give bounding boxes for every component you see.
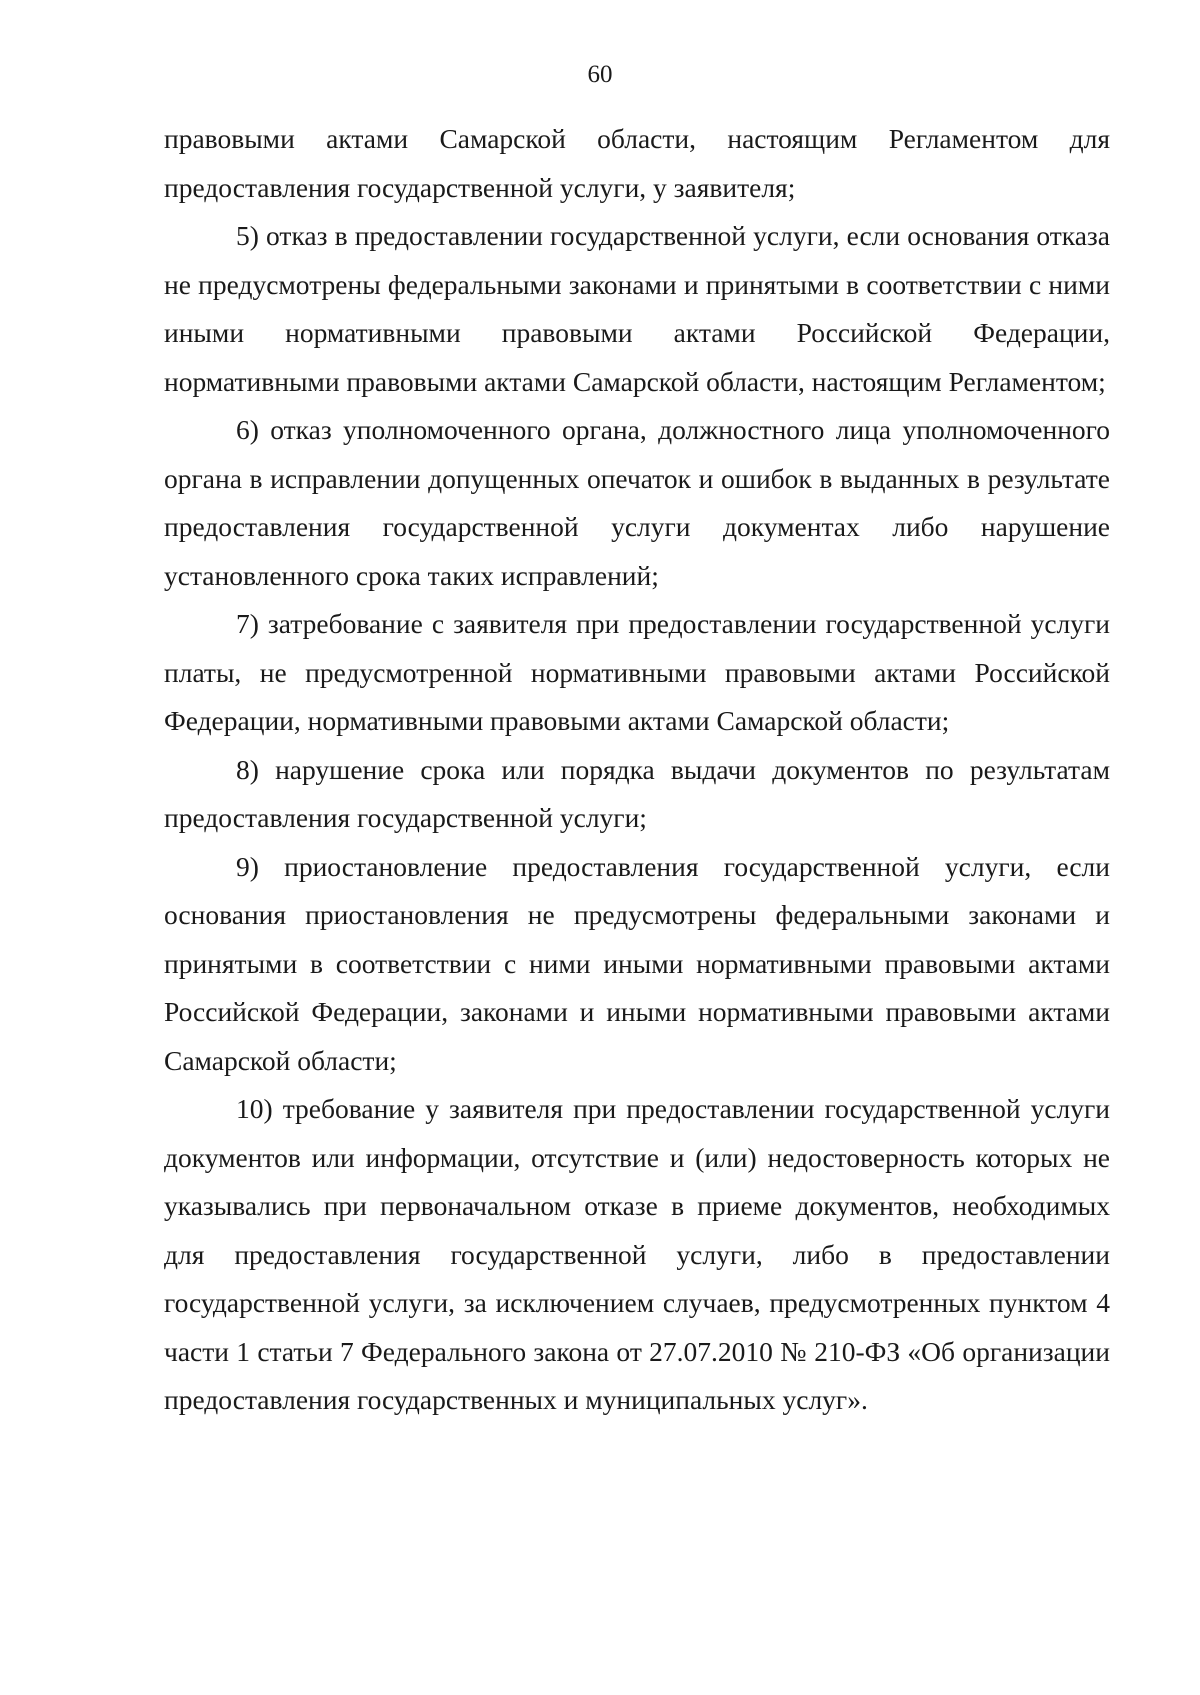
paragraph-item-6: 6) отказ уполномоченного органа, должностного лица уполномоченного органа в исправлении допущенных опечаток и ошибок в выданных в результате предоставления государственной услуги документах либо нарушение установленного срока таких исправлений; [164, 414, 1110, 591]
document-body [164, 115, 1110, 1425]
paragraph-item-8: 8) нарушение срока или порядка выдачи документов по результатам предоставления государственной услуги; [164, 753, 1110, 833]
paragraph-continuation: правовыми актами Самарской области, настоящим Регламентом для предоставления государственной услуги, у заявителя; [164, 123, 1110, 203]
paragraph-item-9: 9) приостановление предоставления государственной услуги, если основания приостановления не предусмотрены федеральными законами и принятыми в соответствии с ними иными нормативными правовыми актами Российской Федерации, законами и иными нормативными правовыми актами Самарской области; [164, 850, 1110, 1076]
paragraph-item-10: 10) требование у заявителя при предоставлении государственной услуги документов или информации, отсутствие и (или) недостоверность которых не указывались при первоначальном отказе в приеме документов, необходимых для предоставления государственной услуги, либо в предоставлении государственной услуги, за исключением случаев, предусмотренных пунктом 4 части 1 статьи 7 Федерального закона от 27.07.2010 № 210-ФЗ «Об организации предоставления государственных и муниципальных услуг». [164, 1093, 1110, 1415]
paragraph-item-7: 7) затребование с заявителя при предоставлении государственной услуги платы, не предусмотренной нормативными правовыми актами Российской Федерации, нормативными правовыми актами Самарской области; [164, 608, 1110, 736]
page-number: 60 [587, 61, 613, 88]
paragraph-item-5: 5) отказ в предоставлении государственной услуги, если основания отказа не предусмотрены федеральными законами и принятыми в соответствии с ними иными нормативными правовыми актами Российской Федерации, нормативными правовыми актами Самарской области, настоящим Регламентом; [164, 220, 1110, 397]
